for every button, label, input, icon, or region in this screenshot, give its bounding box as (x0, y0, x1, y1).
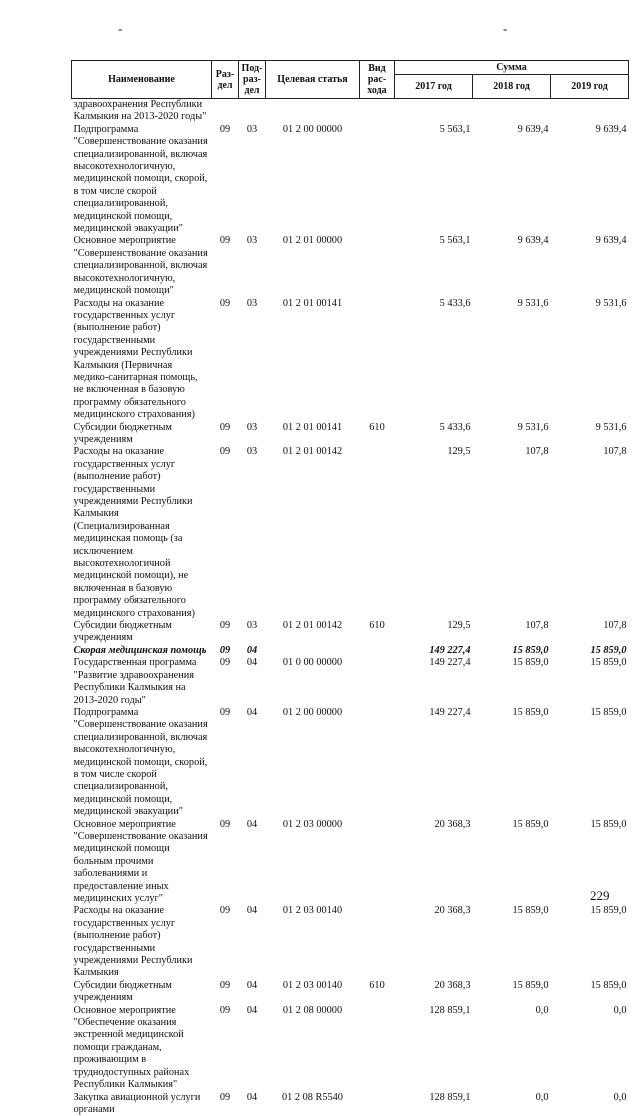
row-podrazdel-cell: 04 (239, 645, 266, 657)
row-razdel-cell: 09 (212, 1092, 239, 1116)
table-row (72, 124, 629, 236)
row-celevaya-statya-cell: 01 2 00 00000 (266, 124, 360, 236)
row-sum-2017-cell: 5 563,1 (395, 124, 473, 236)
row-podrazdel-cell: 03 (239, 620, 266, 645)
row-name-cell: здравоохранения Республики Калмыкия на 2013-2020 годы" (72, 99, 212, 124)
row-sum-2019-cell: 9 531,6 (551, 298, 629, 422)
row-razdel-cell: 09 (212, 905, 239, 979)
table-row (72, 422, 629, 447)
row-sum-2018-cell: 15 859,0 (473, 819, 551, 906)
row-name-cell: Подпрограмма "Совершенствование оказания специализированной, включая высокотехнологичную, медицинской помощи, скорой, в том числе скорой специализированной, медицинской помощи, медицинской эвакуации" (72, 707, 212, 819)
row-sum-2019-cell: 15 859,0 (551, 707, 629, 819)
row-sum-2019-cell: 9 639,4 (551, 124, 629, 236)
row-celevaya-statya-cell: 01 2 01 00141 (266, 422, 360, 447)
row-celevaya-statya-cell: 01 2 01 00142 (266, 446, 360, 620)
row-podrazdel-cell: 04 (239, 905, 266, 979)
table-row (72, 980, 629, 1005)
col-header-vid-rashoda: Вид рас-хода (360, 61, 395, 99)
row-sum-2018-cell: 9 531,6 (473, 298, 551, 422)
col-header-summa: Сумма (395, 61, 629, 75)
row-celevaya-statya-cell: 01 2 08 00000 (266, 1005, 360, 1092)
row-podrazdel-cell: 04 (239, 1005, 266, 1092)
row-podrazdel-cell: 04 (239, 819, 266, 906)
row-sum-2017-cell: 20 368,3 (395, 819, 473, 906)
row-name-cell: Подпрограмма "Совершенствование оказания специализированной, включая высокотехнологичную, медицинской помощи, скорой, в том числе скорой специализированной, медицинской помощи, медицинской эвакуации" (72, 124, 212, 236)
col-header-name: Наименование (72, 61, 212, 99)
col-header-razdel: Раз-дел (212, 61, 239, 99)
row-razdel-cell: 09 (212, 422, 239, 447)
row-razdel-cell: 09 (212, 446, 239, 620)
col-header-2017: 2017 год (395, 75, 473, 99)
row-sum-2019-cell: 9 639,4 (551, 235, 629, 297)
row-name-cell: Субсидии бюджетным учреждениям (72, 620, 212, 645)
row-vid-rashoda-cell: 610 (360, 422, 395, 447)
row-celevaya-statya-cell: 01 2 00 00000 (266, 707, 360, 819)
row-razdel-cell: 09 (212, 980, 239, 1005)
row-celevaya-statya-cell: 01 2 01 00000 (266, 235, 360, 297)
row-vid-rashoda-cell (360, 657, 395, 707)
table-row (72, 99, 629, 124)
row-sum-2018-cell: 9 531,6 (473, 422, 551, 447)
row-razdel-cell: 09 (212, 819, 239, 906)
row-razdel-cell (212, 99, 239, 124)
table-row (72, 235, 629, 297)
row-podrazdel-cell: 04 (239, 707, 266, 819)
table-row (72, 1092, 629, 1116)
row-sum-2018-cell: 15 859,0 (473, 707, 551, 819)
row-celevaya-statya-cell (266, 99, 360, 124)
row-celevaya-statya-cell (266, 645, 360, 657)
row-sum-2018-cell: 0,0 (473, 1092, 551, 1116)
row-vid-rashoda-cell (360, 707, 395, 819)
row-sum-2018-cell: 15 859,0 (473, 905, 551, 979)
row-name-cell: Расходы на оказание государственных услуг (выполнение работ) государственными учреждениями Республики Калмыкия (Специализированная медицинская помощь (за исключением высокотехнологичной медицинской помощи), не включенная в базовую программу обязательного медицинского страхования) (72, 446, 212, 620)
row-name-cell: Субсидии бюджетным учреждениям (72, 422, 212, 447)
row-podrazdel-cell: 03 (239, 124, 266, 236)
row-sum-2018-cell: 9 639,4 (473, 235, 551, 297)
row-razdel-cell: 09 (212, 124, 239, 236)
row-podrazdel-cell (239, 99, 266, 124)
row-celevaya-statya-cell: 01 2 03 00000 (266, 819, 360, 906)
row-celevaya-statya-cell: 01 2 01 00141 (266, 298, 360, 422)
row-vid-rashoda-cell (360, 235, 395, 297)
row-sum-2017-cell: 128 859,1 (395, 1092, 473, 1116)
row-name-cell: Государственная программа "Развитие здравоохранения Республики Калмыкия на 2013-2020 годы" (72, 657, 212, 707)
row-sum-2017-cell (395, 99, 473, 124)
row-sum-2019-cell: 15 859,0 (551, 819, 629, 906)
row-vid-rashoda-cell (360, 1005, 395, 1092)
row-sum-2019-cell: 15 859,0 (551, 905, 629, 979)
row-vid-rashoda-cell (360, 905, 395, 979)
row-sum-2017-cell: 129,5 (395, 446, 473, 620)
row-name-cell: Основное мероприятие "Совершенствование оказания специализированной, включая высокотехнологичную, медицинской помощи" (72, 235, 212, 297)
row-vid-rashoda-cell (360, 645, 395, 657)
table-row (72, 620, 629, 645)
row-vid-rashoda-cell: 610 (360, 620, 395, 645)
row-vid-rashoda-cell: 610 (360, 980, 395, 1005)
row-razdel-cell: 09 (212, 298, 239, 422)
row-name-cell: Расходы на оказание государственных услуг (выполнение работ) государственными учреждениями Республики Калмыкия (Первичная медико-санитарная помощь, не включенная в базовую программу обязательного медицинского страхования) (72, 298, 212, 422)
page-number: 229 (590, 888, 610, 904)
row-razdel-cell: 09 (212, 235, 239, 297)
row-sum-2018-cell: 107,8 (473, 620, 551, 645)
row-vid-rashoda-cell (360, 819, 395, 906)
row-celevaya-statya-cell: 01 2 08 R5540 (266, 1092, 360, 1116)
row-razdel-cell: 09 (212, 1005, 239, 1092)
row-sum-2019-cell: 107,8 (551, 446, 629, 620)
header-mark-left: - (118, 22, 122, 35)
row-sum-2019-cell: 15 859,0 (551, 645, 629, 657)
row-vid-rashoda-cell (360, 124, 395, 236)
table-row (72, 1005, 629, 1092)
row-vid-rashoda-cell (360, 99, 395, 124)
row-vid-rashoda-cell (360, 446, 395, 620)
row-sum-2017-cell: 20 368,3 (395, 980, 473, 1005)
row-sum-2018-cell: 15 859,0 (473, 657, 551, 707)
row-vid-rashoda-cell (360, 298, 395, 422)
table-row (72, 645, 629, 657)
row-sum-2018-cell: 9 639,4 (473, 124, 551, 236)
row-podrazdel-cell: 04 (239, 657, 266, 707)
row-sum-2019-cell: 15 859,0 (551, 980, 629, 1005)
row-sum-2018-cell (473, 99, 551, 124)
table-header (72, 61, 629, 99)
row-podrazdel-cell: 03 (239, 422, 266, 447)
row-sum-2017-cell: 128 859,1 (395, 1005, 473, 1092)
row-sum-2019-cell: 15 859,0 (551, 657, 629, 707)
table-body (72, 99, 629, 1116)
row-sum-2017-cell: 5 563,1 (395, 235, 473, 297)
col-header-podrazdel: Под-раз-дел (239, 61, 266, 99)
col-header-2018: 2018 год (473, 75, 551, 99)
row-podrazdel-cell: 03 (239, 298, 266, 422)
row-sum-2017-cell: 149 227,4 (395, 645, 473, 657)
row-sum-2019-cell: 107,8 (551, 620, 629, 645)
row-celevaya-statya-cell: 01 2 03 00140 (266, 980, 360, 1005)
row-name-cell: Скорая медицинская помощь (72, 645, 212, 657)
row-name-cell: Расходы на оказание государственных услуг (выполнение работ) государственными учреждениями Республики Калмыкия (72, 905, 212, 979)
row-celevaya-statya-cell: 01 2 01 00142 (266, 620, 360, 645)
row-sum-2018-cell: 107,8 (473, 446, 551, 620)
table-row (72, 657, 629, 707)
row-sum-2017-cell: 5 433,6 (395, 298, 473, 422)
row-name-cell: Закупка авиационной услуги органами (72, 1092, 212, 1116)
row-sum-2017-cell: 149 227,4 (395, 657, 473, 707)
row-podrazdel-cell: 03 (239, 446, 266, 620)
row-sum-2017-cell: 129,5 (395, 620, 473, 645)
table-row (72, 905, 629, 979)
row-sum-2017-cell: 5 433,6 (395, 422, 473, 447)
row-razdel-cell: 09 (212, 620, 239, 645)
col-header-celevaya-statya: Целевая статья (266, 61, 360, 99)
row-sum-2018-cell: 15 859,0 (473, 645, 551, 657)
row-sum-2019-cell: 0,0 (551, 1092, 629, 1116)
header-mark-right: - (503, 22, 507, 35)
row-sum-2019-cell: 9 531,6 (551, 422, 629, 447)
row-razdel-cell: 09 (212, 657, 239, 707)
row-celevaya-statya-cell: 01 0 00 00000 (266, 657, 360, 707)
row-sum-2019-cell (551, 99, 629, 124)
row-podrazdel-cell: 03 (239, 235, 266, 297)
table-row (72, 819, 629, 906)
row-podrazdel-cell: 04 (239, 1092, 266, 1116)
row-sum-2018-cell: 0,0 (473, 1005, 551, 1092)
budget-table (71, 60, 628, 1116)
row-razdel-cell: 09 (212, 645, 239, 657)
table-row (72, 707, 629, 819)
row-razdel-cell: 09 (212, 707, 239, 819)
row-sum-2018-cell: 15 859,0 (473, 980, 551, 1005)
row-name-cell: Основное мероприятие "Совершенствование оказания медицинской помощи больным прочими заболеваниями и предоставление иных медицинских услуг" (72, 819, 212, 906)
col-header-2019: 2019 год (551, 75, 629, 99)
row-sum-2019-cell: 0,0 (551, 1005, 629, 1092)
row-celevaya-statya-cell: 01 2 03 00140 (266, 905, 360, 979)
row-sum-2017-cell: 149 227,4 (395, 707, 473, 819)
row-name-cell: Субсидии бюджетным учреждениям (72, 980, 212, 1005)
row-sum-2017-cell: 20 368,3 (395, 905, 473, 979)
row-vid-rashoda-cell (360, 1092, 395, 1116)
row-name-cell: Основное мероприятие "Обеспечение оказания экстренной медицинской помощи гражданам, проживающим в труднодоступных районах Республики Калмыкия" (72, 1005, 212, 1092)
row-podrazdel-cell: 04 (239, 980, 266, 1005)
table-row (72, 298, 629, 422)
table-row (72, 446, 629, 620)
